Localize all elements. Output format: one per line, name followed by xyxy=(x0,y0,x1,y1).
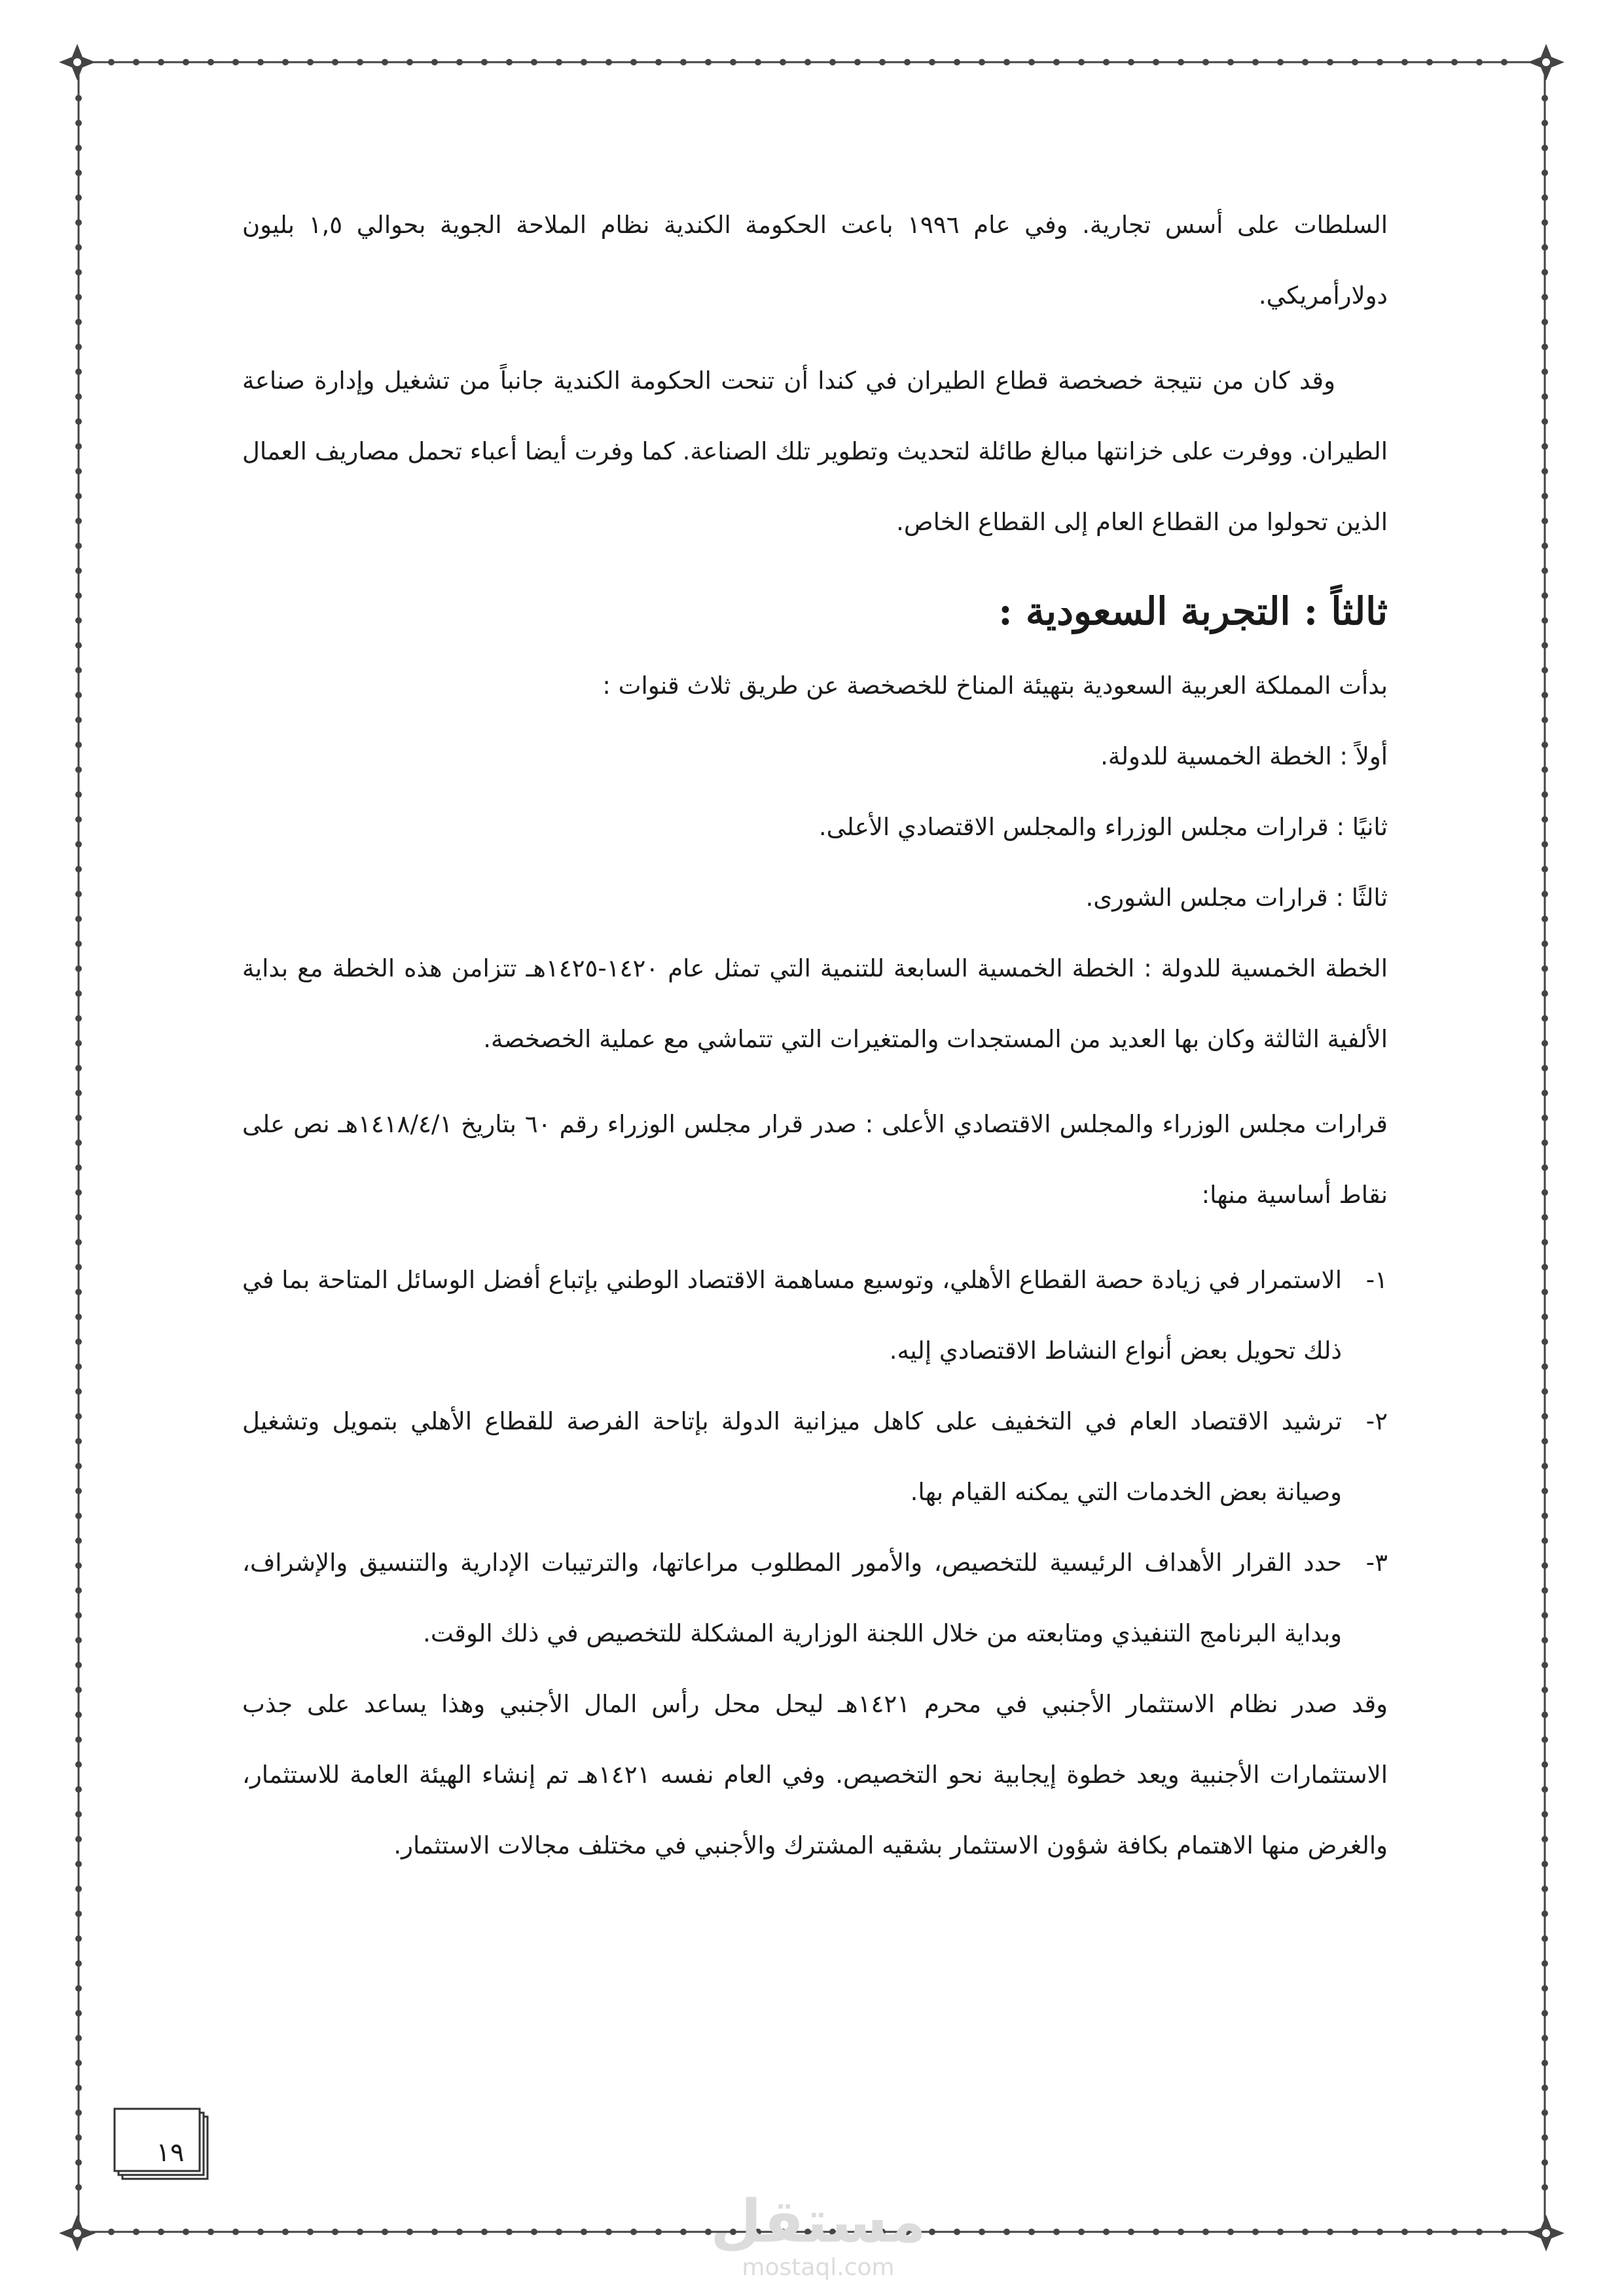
watermark-logo xyxy=(710,2189,926,2281)
paragraph-five-year-plan: الخطة الخمسية للدولة : الخطة الخمسية السابعة للتنمية التي تمثل عام ١٤٢٠-١٤٢٥هـ تتزامن هذه الخطة مع بداية الألفية الثالثة وكان بها العديد من المستجدات والمتغيرات التي تتماشي مع عملية الخصخصة. xyxy=(242,954,1388,1053)
list-item-number: ١- xyxy=(1365,1266,1388,1294)
decision-points-list xyxy=(242,1245,1388,1669)
channel-item: ثانيًا : قرارات مجلس الوزراء والمجلس الاقتصادي الأعلى. xyxy=(818,813,1388,841)
list-item xyxy=(242,1245,1388,1386)
corner-ornament-top-left xyxy=(59,44,96,81)
section-intro: بدأت المملكة العربية السعودية بتهيئة المناخ للخصخصة عن طريق ثلاث قنوات : xyxy=(602,672,1388,700)
list-item-text: الاستمرار في زيادة حصة القطاع الأهلي، وتوسيع مساهمة الاقتصاد الوطني بإتباع أفضل الوسائل المتاحة بما في ذلك تحويل بعض أنواع النشاط الاقتصادي إليه. xyxy=(242,1266,1342,1365)
corner-ornament-bottom-left xyxy=(59,2215,96,2251)
paragraph-canada-results: وقد كان من نتيجة خصخصة قطاع الطيران في كندا أن تنحت الحكومة الكندية جانباً من تشغيل وإدارة صناعة الطيران. ووفرت على خزانتها مبالغ طائلة لتحديث وتطوير تلك الصناعة. كما وفرت أيضا أعباء تحمل مصاريف العمال الذين تحولوا من القطاع العام إلى القطاع الخاص. xyxy=(242,367,1388,536)
page-body xyxy=(242,190,1388,1895)
paragraph-council-decisions: قرارات مجلس الوزراء والمجلس الاقتصادي الأعلى : صدر قرار مجلس الوزراء رقم ٦٠ بتاريخ ١٤١٨/٤/١هـ نص على نقاط أساسية منها: xyxy=(242,1110,1388,1209)
list-item xyxy=(242,1386,1388,1528)
watermark-text-arabic: مستقل xyxy=(710,2187,926,2256)
paragraph-foreign-investment: وقد صدر نظام الاستثمار الأجنبي في محرم ١٤٢١هـ ليحل محل رأس المال الأجنبي وهذا يساعد على جذب الاستثمارات الأجنبية ويعد خطوة إيجابية نحو التخصيص. وفي العام نفسه ١٤٢١هـ تم إنشاء الهيئة العامة للاستثمار، والغرض منها الاهتمام بكافة شؤون الاستثمار بشقيه المشترك والأجنبي في مختلف مجالات الاستثمار. xyxy=(242,1690,1388,1859)
list-item xyxy=(242,1528,1388,1669)
paragraph-canada-navigation: السلطات على أسس تجارية. وفي عام ١٩٩٦ باعت الحكومة الكندية نظام الملاحة الجوية بحوالي ١,٥ بليون دولارأمريكي. xyxy=(242,211,1388,310)
list-item-number: ٢- xyxy=(1365,1407,1388,1435)
corner-ornament-bottom-right xyxy=(1528,2215,1564,2251)
channel-item: ثالثًا : قرارات مجلس الشورى. xyxy=(1085,884,1388,912)
watermark-text-latin: mostaql.com xyxy=(742,2254,895,2281)
list-item-text: ترشيد الاقتصاد العام في التخفيف على كاهل ميزانية الدولة بإتاحة الفرصة للقطاع الأهلي بتمويل وتشغيل وصيانة بعض الخدمات التي يمكنه القيام بها. xyxy=(242,1407,1342,1506)
channel-item: أولاً : الخطة الخمسية للدولة. xyxy=(1100,742,1388,770)
page-number: ١٩ xyxy=(156,2138,185,2168)
corner-ornament-top-right xyxy=(1528,44,1564,81)
list-item-number: ٣- xyxy=(1365,1549,1388,1577)
list-item-text: حدد القرار الأهداف الرئيسية للتخصيص، والأمور المطلوب مراعاتها، والترتيبات الإدارية والتنسيق والإشراف، وبداية البرنامج التنفيذي ومتابعته من خلال اللجنة الوزارية المشكلة للتخصيص في ذلك الوقت. xyxy=(242,1549,1342,1647)
section-heading: ثالثاً : التجربة السعودية : xyxy=(998,589,1388,634)
